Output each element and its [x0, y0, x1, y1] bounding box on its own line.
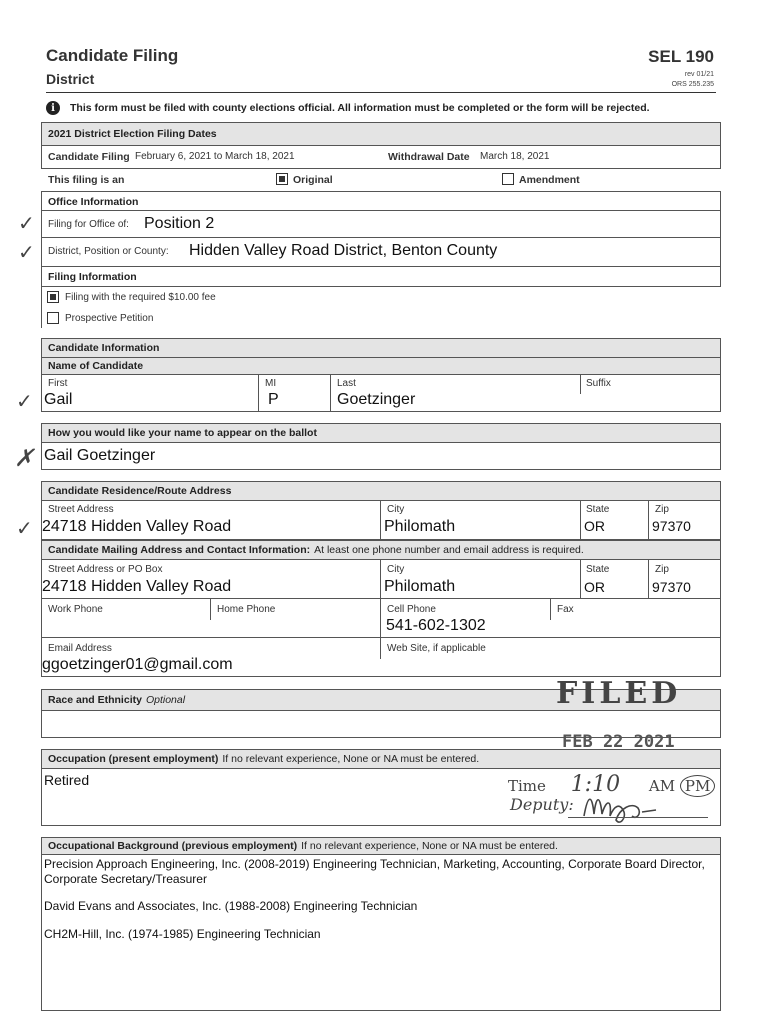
cell-phone-label: Cell Phone — [387, 604, 436, 615]
notice-text: This form must be filed with county elections official. All information must be completed or the form will be rejected. — [70, 102, 650, 114]
divider — [580, 500, 581, 540]
office-label: Filing for Office of: — [48, 219, 129, 230]
background-header — [41, 837, 721, 855]
ballot-name-value[interactable]: Gail Goetzinger — [44, 447, 156, 464]
mailing-note: At least one phone number and email address is required. — [314, 544, 584, 556]
res-state-value[interactable]: OR — [584, 518, 605, 534]
office-info-header — [41, 191, 721, 211]
res-zip-label: Zip — [655, 504, 669, 515]
filing-dates-title: 2021 District Election Filing Dates — [48, 128, 217, 140]
suffix-label: Suffix — [586, 378, 611, 389]
candidate-info-header — [41, 338, 721, 358]
website-label: Web Site, if applicable — [387, 643, 486, 654]
background-entry[interactable]: Precision Approach Engineering, Inc. (2008-2019) Engineering Technician, Marketing, Accounting, Corporate Board Director, Corporate Secretary/Treasurer — [44, 857, 705, 886]
check-mark-icon: ✓ — [16, 389, 33, 413]
race-label: Race and Ethnicity — [48, 694, 142, 706]
name-title: Name of Candidate — [48, 360, 144, 372]
res-city-label: City — [387, 504, 405, 515]
res-street-label: Street Address — [48, 504, 114, 515]
fee-checkbox[interactable] — [47, 291, 59, 303]
res-street-value[interactable]: 24718 Hidden Valley Road — [42, 518, 232, 535]
mailing-header — [41, 540, 721, 560]
background-note: If no relevant experience, None or NA must be entered. — [301, 840, 558, 852]
mail-state-value[interactable]: OR — [584, 579, 605, 595]
divider — [41, 286, 42, 328]
stamp-time-value: 1:10 — [570, 772, 621, 797]
residence-header — [41, 481, 721, 501]
divider — [380, 559, 381, 599]
candidate-info-title: Candidate Information — [48, 342, 160, 354]
original-checkbox[interactable] — [276, 173, 288, 185]
divider — [210, 598, 211, 620]
withdrawal-value: March 18, 2021 — [480, 151, 550, 162]
mail-state-label: State — [586, 564, 610, 575]
occupation-value[interactable]: Retired — [44, 772, 90, 788]
mail-street-value[interactable]: 24718 Hidden Valley Road — [42, 578, 232, 595]
check-mark-icon: ✓ — [18, 240, 35, 264]
divider — [258, 374, 259, 412]
occupation-label: Occupation (present employment) — [48, 753, 219, 765]
phone-row — [41, 598, 721, 638]
check-mark-icon: ✓ — [18, 211, 35, 235]
divider — [41, 286, 721, 287]
background-entry[interactable]: David Evans and Associates, Inc. (1988-2008) Engineering Technician — [44, 899, 418, 913]
stamp-date: FEB 22 2021 — [562, 732, 675, 752]
res-zip-value[interactable]: 97370 — [652, 518, 691, 534]
fax-label: Fax — [557, 604, 574, 615]
deputy-line — [568, 817, 708, 818]
res-city-value[interactable]: Philomath — [384, 518, 456, 535]
original-label: Original — [293, 174, 333, 186]
rev-text: rev 01/21 — [684, 71, 714, 78]
filing-info-header — [41, 266, 721, 286]
handwritten-mark-icon: ✗ — [14, 444, 35, 472]
divider — [380, 500, 381, 540]
divider — [580, 374, 581, 394]
filing-dates-header — [41, 122, 721, 146]
mail-city-value[interactable]: Philomath — [384, 578, 456, 595]
petition-label: Prospective Petition — [65, 313, 154, 324]
mail-zip-value[interactable]: 97370 — [652, 579, 691, 595]
petition-checkbox[interactable] — [47, 312, 59, 324]
mi-label: MI — [265, 378, 277, 389]
form-subtitle: District — [46, 71, 95, 87]
work-phone-label: Work Phone — [48, 604, 103, 615]
home-phone-label: Home Phone — [217, 604, 276, 615]
filed-stamp: FILED — [556, 676, 682, 711]
divider — [648, 559, 649, 599]
form-revision — [672, 70, 714, 90]
office-value[interactable]: Position 2 — [144, 215, 215, 232]
form-code: SEL 190 — [648, 47, 714, 66]
form-title: Candidate Filing — [46, 46, 179, 65]
last-name-label: Last — [337, 378, 356, 389]
divider — [380, 637, 381, 659]
email-value[interactable]: ggoetzinger01@gmail.com — [42, 656, 233, 673]
mail-street-label: Street Address or PO Box — [48, 564, 163, 575]
district-label: District, Position or County: — [48, 246, 169, 257]
first-name-label: First — [48, 378, 68, 389]
mailing-title: Candidate Mailing Address and Contact Information: — [48, 544, 311, 556]
stamp-am: AM — [648, 777, 676, 795]
stamp-time-label: Time — [508, 777, 546, 795]
ors-text: ORS 255.235 — [671, 81, 714, 88]
candidate-filing-label: Candidate Filing — [48, 151, 130, 163]
mail-city-label: City — [387, 564, 405, 575]
occupation-header — [41, 749, 721, 769]
first-name-value[interactable]: Gail — [44, 391, 73, 408]
notice — [46, 101, 650, 115]
fee-label: Filing with the required $10.00 fee — [65, 292, 216, 303]
check-mark-icon: ✓ — [16, 516, 33, 540]
header-rule — [46, 92, 716, 93]
residence-title: Candidate Residence/Route Address — [48, 485, 232, 497]
amendment-checkbox[interactable] — [502, 173, 514, 185]
mail-zip-label: Zip — [655, 564, 669, 575]
background-label: Occupational Background (previous employment) — [48, 840, 298, 852]
mi-value[interactable]: P — [268, 391, 279, 408]
info-icon: i — [46, 101, 60, 115]
divider — [648, 500, 649, 540]
email-label: Email Address — [48, 643, 112, 654]
withdrawal-label: Withdrawal Date — [388, 151, 470, 163]
district-value[interactable]: Hidden Valley Road District, Benton County — [189, 242, 498, 259]
last-name-value[interactable]: Goetzinger — [337, 391, 416, 408]
divider — [550, 598, 551, 620]
filing-info-title: Filing Information — [48, 270, 137, 283]
ballot-name-label: How you would like your name to appear on the ballot — [48, 427, 317, 439]
stamp-pm: PM — [680, 775, 715, 797]
deputy-initials-signature — [580, 786, 670, 830]
occupation-note: If no relevant experience, None or NA must be entered. — [222, 753, 480, 765]
cell-phone-value[interactable]: 541-602-1302 — [386, 617, 486, 634]
filing-type-label: This filing is an — [48, 174, 125, 186]
name-header — [41, 357, 721, 375]
stamp-deputy: Deputy: — [510, 795, 574, 814]
amendment-label: Amendment — [519, 174, 580, 186]
res-state-label: State — [586, 504, 610, 515]
ballot-name-header — [41, 423, 721, 443]
office-info-title: Office Information — [48, 195, 139, 208]
office-row — [41, 210, 721, 238]
background-entry[interactable]: CH2M-Hill, Inc. (1974-1985) Engineering Technician — [44, 927, 321, 941]
candidate-filing-value: February 6, 2021 to March 18, 2021 — [135, 151, 295, 162]
divider — [330, 374, 331, 412]
divider — [580, 559, 581, 599]
race-optional: Optional — [145, 694, 186, 706]
divider — [380, 598, 381, 638]
